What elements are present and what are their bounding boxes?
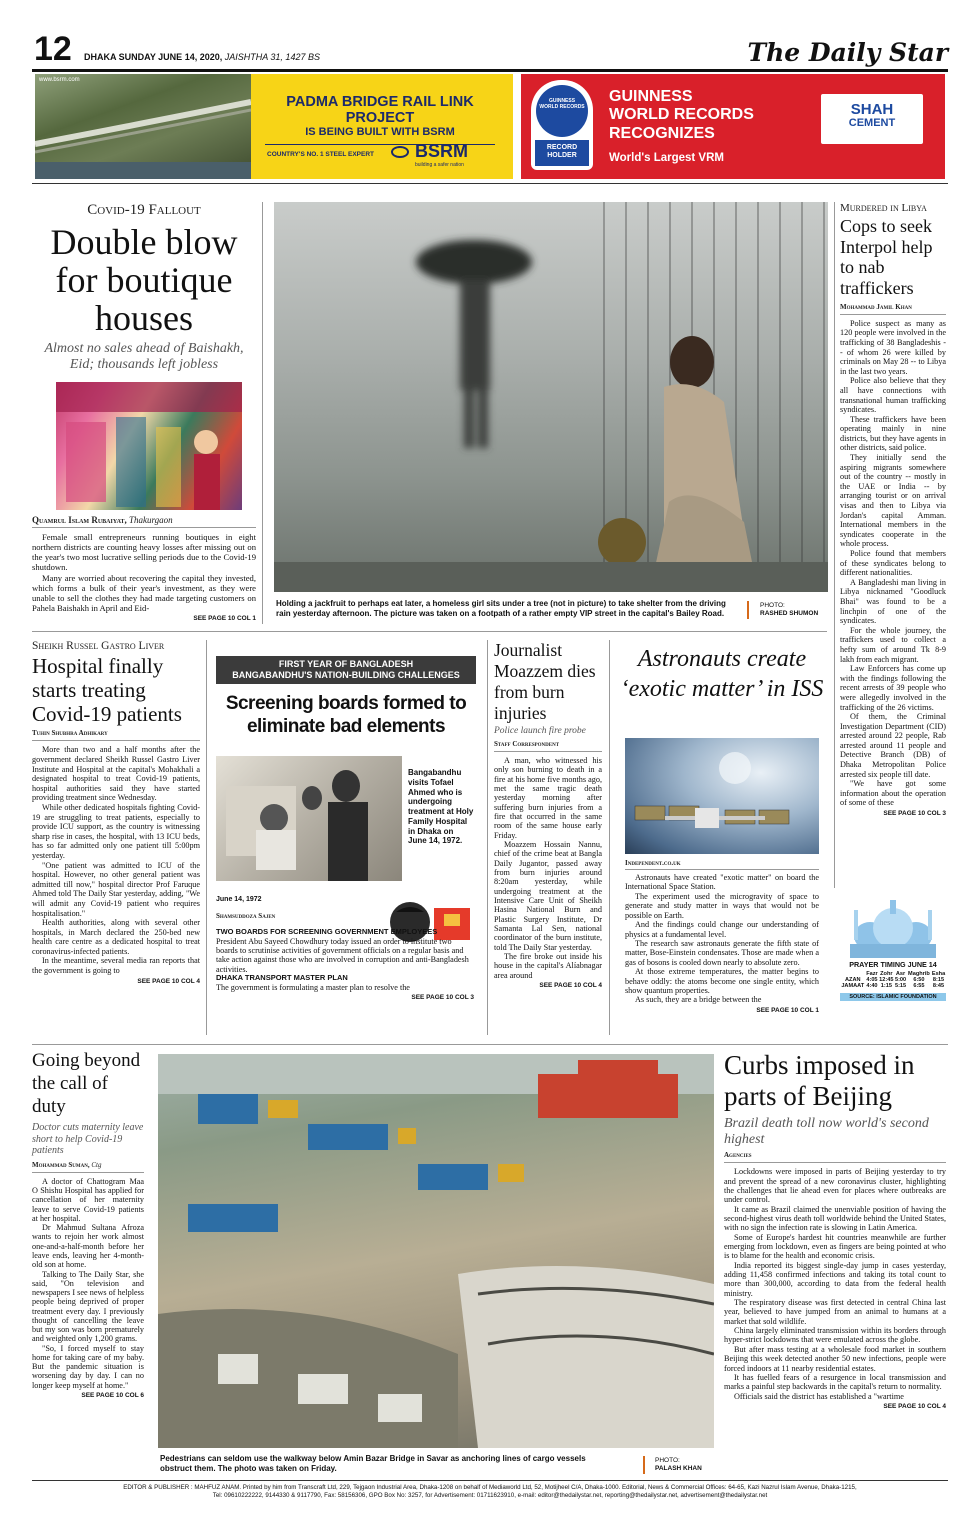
paragraph: A man, who witnessed his only son burning to death in a fire at his home five months ago, met the same tragic death yesterday morning after suffering burn injuries from a fire that occurred in the same room of the same house early Friday. — [494, 755, 603, 840]
shah-cement-logo: SHAH CEMENT — [819, 92, 925, 146]
prayer-cell: 8:15 — [932, 977, 945, 983]
rail-bridge-icon — [35, 74, 251, 179]
paragraph: The research saw astronauts generate the fifth state of matter, Bose-Einstein condensates. Those are made when a gas of bosons is cooled down nearly to absolute zero. — [625, 938, 819, 967]
bsrm-url: www.bsrm.com — [39, 77, 80, 83]
see-page-link[interactable]: SEE PAGE 10 COL 4 — [539, 982, 602, 990]
prayer-cell: 1:15 — [880, 983, 892, 989]
astronauts-body — [625, 873, 819, 1005]
paragraph: As such, they are a bridge between the — [635, 995, 762, 1005]
prayer-header: Zohr — [880, 971, 893, 977]
bsrm-logo-icon — [391, 146, 409, 158]
see-page-link[interactable]: SEE PAGE 10 COL 1 — [756, 1006, 819, 1014]
prayer-cell: 4:05 — [866, 977, 878, 983]
see-page-link[interactable]: SEE PAGE 10 COL 6 — [81, 1392, 144, 1399]
byline: Quamrul Islam Rubaiyat, Thakurgaon — [32, 515, 173, 525]
photo-caption: Bangabandhu visits Tofael Ahmed who is undergoing treatment at Holy Family Hospital in Dhaka on June 14, 1972. — [408, 768, 474, 846]
paragraph: "So, I forced myself to stay home for taking care of my baby. But the pandemic situation is worsening day by day. I can no longer keep myself at home." — [32, 1343, 144, 1390]
headline[interactable]: Astronauts create ‘exotic matter’ in ISS — [620, 646, 824, 702]
headline[interactable]: Screening boards formed to eliminate bad elements — [225, 692, 467, 738]
bangabandhu-text: TWO BOARDS FOR SCREENING GOVERNMENT EMPLOYEES President Abu Sayeed Chowdhury today issued an order to institute two boards to scrutinise activities of government officials on a regular basis and take action against those who are involved in corruption and anti-Bangladesh activities. DHAKA TRANSPORT MASTER PLAN The government is formulating a master plan to resolve the SEE PAGE 10 COL 3 — [216, 927, 474, 1002]
prayer-cell: 5:15 — [894, 983, 907, 989]
paragraph: India reported its biggest single-day jump in cases yesterday, adding 11,458 confirmed infections and taking its total count to more than 300,000, according to data from the federal health ministry. — [724, 1260, 946, 1298]
prayer-cell: 6:55 — [913, 983, 925, 989]
paragraph: Health authorities, along with several other hospitals, in March declared the 250-bed new health care centre as a dedicated hospital to treat coronavirus-infected patients. — [32, 918, 200, 956]
shah-cement-ad[interactable] — [521, 74, 945, 179]
story-astronauts — [620, 644, 824, 704]
paragraph: China largely eliminated transmission within its borders through hyper-strict lockdowns that were emulated across the globe. — [724, 1326, 946, 1345]
prayer-cell: 12:45 — [879, 977, 894, 983]
see-page-link[interactable]: SEE PAGE 10 COL 3 — [883, 810, 946, 818]
prayer-source: SOURCE: ISLAMIC FOUNDATION — [840, 993, 946, 1001]
paragraph: While other dedicated hospitals fighting Covid-19 are struggling to treat patients, especially to provide ICU support, as the country is witnessing sharp rise in cases, the hospital, with 13 ICU beds, has so far admitted only one patient till 5:00pm yesterday. — [32, 802, 200, 860]
iss-photo[interactable] — [625, 738, 819, 854]
beijing-body — [724, 1167, 946, 1401]
cargo-photo-caption: Pedestrians can seldom use the walkway below Amin Bazar Bridge in Savar as anchoring lines of cargo vessels obstruct them. The photo was taken on Friday. — [160, 1454, 586, 1474]
paragraph: For the whole journey, the traffickers used to collect a hefty sum of around Tk 8-9 lakh from each migrant. — [840, 625, 946, 664]
paragraph: More than two and a half months after the government declared Sheikh Russel Gastro Liver Institute and Hospital at the capital's Mohakhali a designated hospital to treat Covid-19 patients, hospital authorities said they have started providing treatment since Wednesday. — [32, 745, 200, 803]
story-beijing — [724, 1050, 946, 1410]
newspaper-logo: The Daily Star — [747, 38, 948, 67]
story-journalist — [494, 640, 602, 989]
boutique-body: Female small entrepreneurs running boutiques in eight northern districts are counting heavy losses after missing out on the year's two most lucrative selling periods due to the Covid-19 shutdown. Many are worried about recovering the capital they invested, which forms a bulk of their year's investment, as they were unable to sell the clothes they had made targeting customers on Pahela Baishakh in April and Eid- SEE PAGE 10 COL 1 — [32, 532, 256, 623]
prayer-cell: 4:40 — [866, 983, 878, 989]
masthead — [32, 30, 948, 70]
paragraph: Police found that members of these syndicates belong to different nationalities. — [840, 549, 946, 578]
paragraph: "One patient was admitted to ICU of the hospital. However, no other general patient was admitted till now," hospital director Prof Faruque Ahmed told The Daily Star yesterday, adding, "We will admit any Covid-19 patient who requires hospitalisation." — [32, 860, 200, 918]
prayer-title: PRAYER TIMING JUNE 14 — [849, 960, 937, 969]
byline: Independent.co.uk — [625, 859, 681, 867]
headline[interactable]: Journalist Moazzem dies from burn injuries — [494, 640, 596, 723]
deck: Almost no sales ahead of Baishakh, Eid; thousands left jobless — [44, 341, 244, 373]
main-photo[interactable] — [274, 202, 828, 592]
paragraph: At those extreme temperatures, the matter begins to behave oddly: the atoms become one single entity, which show quantum properties. — [625, 967, 819, 996]
bsrm-logo-sub: building a safer nation — [415, 162, 464, 168]
kicker: Sheikh Russel Gastro Liver — [32, 640, 165, 652]
bsrm-ad[interactable] — [251, 74, 513, 179]
paragraph: Law Enforcers has come up with the findings following the recent arrests of 39 people who were allegedly involved in the trafficking of the 26 victims. — [840, 664, 946, 712]
paragraph: In the meantime, several media ran reports that the government is going to — [32, 956, 200, 976]
prayer-header: Maghrib — [908, 971, 930, 977]
see-page-link[interactable]: SEE PAGE 10 COL 1 — [193, 615, 256, 623]
main-photo-caption: Holding a jackfruit to perhaps eat later, a homeless girl sits under a tree (not in picture) to take shelter from the driving rain yesterday afternoon. The picture was taken on a footpath of a rather empty VIP street in the capital's Bailey Road. — [276, 599, 726, 619]
paragraph: Some of Europe's hardest hit countries meanwhile are further emerging from lockdown, even as fingers are being pointed at who is to blame for the health and economic crisis. — [724, 1232, 946, 1261]
doctor-body — [32, 1177, 144, 1390]
bsrm-tagline: COUNTRY'S NO. 1 STEEL EXPERT — [267, 151, 375, 158]
byline: Mohammad Suman, Ctg — [32, 1160, 102, 1169]
see-page-link[interactable]: SEE PAGE 10 COL 4 — [883, 1402, 946, 1410]
prayer-cell: 6:50 — [913, 977, 925, 983]
guinness-subline: World's Largest VRM — [609, 152, 724, 164]
hospital-body — [32, 745, 200, 975]
headline[interactable]: Curbs imposed in parts of Beijing — [724, 1050, 915, 1112]
space-station-icon — [625, 738, 819, 854]
paragraph: "We have got some information about the operation of some of these — [840, 779, 946, 808]
story-boutique — [32, 202, 256, 374]
paragraph: The respiratory disease was first detected in central China last year, believed to have jumped from an animal to humans at a market that sold wildlife. — [724, 1298, 946, 1326]
journalist-body — [494, 756, 602, 980]
girl-figure — [598, 336, 754, 572]
prayer-header: Esha — [931, 971, 946, 977]
prayer-cell: AZAN — [844, 977, 861, 983]
paragraph: The fire broke out inside his house in the capital's Alíabnagar area around — [494, 952, 602, 980]
bsrm-logo: BSRM — [415, 141, 468, 161]
prayer-cell: JAMAAT — [841, 983, 865, 989]
paragraph: But after mass testing at a wholesale food market in southern Beijing this week detected another 50 new infections, people were forced indoors at 11 nearby residential estates. — [724, 1344, 946, 1373]
byline: Staff Correspondent — [494, 739, 560, 748]
paragraph: Astronauts have created "exotic matter" on board the International Space Station. — [625, 873, 819, 892]
paragraph: A Bangladeshi man living in Libya nicknamed "Goodluck Bhai" was found to be a linchpin of one of the syndicates. — [840, 577, 946, 626]
story-doctor — [32, 1050, 144, 1399]
mosque-icon — [840, 898, 946, 958]
main-photo-credit: PHOTO: RASHED SHUMON — [760, 602, 819, 617]
headline[interactable]: Double blow for boutique houses — [50, 222, 238, 338]
astronauts-text — [625, 873, 819, 1014]
deck: Brazil death toll now world's second highest — [724, 1116, 929, 1148]
headline[interactable]: Going beyond the call of duty — [32, 1050, 141, 1117]
paragraph: It came as Brazil claimed the unenviable position of having the second-highest virus death toll worldwide behind the United States, with no sign the infection rate is slowing in Latin America. — [724, 1204, 946, 1233]
headline[interactable]: Hospital finally starts treating Covid-19 patients — [32, 654, 182, 727]
guinness-text: GUINNESS WORLD RECORDS RECOGNIZES — [609, 88, 754, 142]
series-banner: FIRST YEAR OF BANGLADESH BANGABANDHU'S NATION-BUILDING CHALLENGES — [216, 656, 476, 684]
bsrm-headline: PADMA BRIDGE RAIL LINK PROJECT IS BEING BUILT WITH BSRM — [286, 94, 474, 138]
paragraph: They initially send the aspiring migrants somewhere out of the country -- mostly in the UAE or India -- by arranging tourist or on arrival visas and then to Libya via Jordan's capital Amman. International members in the syndicates cooperate in the whole process. — [840, 453, 946, 549]
page-number: 12 — [34, 30, 72, 68]
paragraph: Officials said the district has established a "wartime — [734, 1391, 904, 1401]
paragraph: And the findings could change our understanding of physics at a fundamental level. — [625, 920, 819, 939]
date: June 14, 1972 — [216, 896, 262, 903]
paragraph: Talking to The Daily Star, she said, "On television and newspapers I see news of helpless people being deprived of proper treatment every day. I previously thought of cancelling the leave but my son was born prematurely and weighted only 1,200 grams. — [32, 1269, 144, 1344]
byline: Mohammad Jamil Khan — [840, 302, 912, 311]
bangabandhu-box — [216, 656, 476, 1026]
paragraph: Police suspect as many as 120 people were involved in the trafficking of 38 Bangladeshis -- of whom 26 were killed by criminals on May 28 -- to Libya in the last two years. — [840, 318, 946, 376]
paragraph: Lockdowns were imposed in parts of Beijing yesterday to try and prevent the spread of a new coronavirus cluster, highlighting the challenges that lie ahead even for places where outbreaks are under control. — [724, 1167, 946, 1205]
kicker: Murdered in Libya — [840, 202, 927, 214]
deck: Doctor cuts maternity leave short to help Covid-19 patients — [32, 1122, 144, 1157]
headline[interactable]: Cops to seek Interpol help to nab traffickers — [840, 216, 933, 299]
bangabandhu-photo[interactable] — [216, 756, 402, 881]
prayer-header: Asr — [895, 971, 906, 977]
prayer-table — [840, 971, 946, 989]
cargo-photo-credit: PHOTO: PALASH KHAN — [655, 1457, 702, 1472]
paragraph: These traffickers have been operating mainly in nine districts, but they have agents in other districts, said police. — [840, 414, 946, 453]
paragraph: Dr Mahmud Sultana Afroza wants to rejoin her work almost one-and-a-half-month before her leave ends, leaving her 4-month-old son at home. — [32, 1223, 144, 1270]
paragraph: Police also believe that they all have connections with transnational human trafficking syndicates. — [840, 376, 946, 415]
paragraph: A doctor of Chattogram Maa O Shishu Hospital has applied for cancellation of her maternity leave to serve Covid-19 patients at her hospital. — [32, 1176, 144, 1223]
paragraph: Of them, the Criminal Investigation Department (CID) arrested around 22 people, Rab arrested around 11 people and Detective Branch (DB) of Dhaka Metropolitan Police arrested six people till date. — [840, 712, 946, 779]
ad-strip — [35, 74, 945, 179]
dateline: DHAKA SUNDAY JUNE 14, 2020, JAISHTHA 31, 1427 BS — [84, 52, 320, 62]
story-hospital — [32, 640, 200, 985]
see-page-link[interactable]: SEE PAGE 10 COL 4 — [137, 977, 200, 985]
deck: Police launch fire probe — [494, 726, 586, 736]
paragraph: It has fuelled fears of a resurgence in local transmission and marks a painful step backwards in the capital's return to normality. — [724, 1372, 946, 1392]
libya-body — [840, 319, 946, 808]
byline: Shamsuddoza Sajen — [216, 912, 276, 920]
prayer-timing — [840, 960, 946, 1001]
guinness-seal-icon: GUINNESS WORLD RECORDS RECORD HOLDER — [531, 80, 593, 170]
prayer-cell: 8:45 — [932, 983, 945, 989]
story-libya — [840, 202, 946, 817]
bsrm-rail-image[interactable] — [35, 74, 251, 179]
kicker: Covid-19 Fallout — [87, 202, 201, 218]
prayer-header: Fazr — [866, 971, 878, 977]
prayer-cell: 5:00 — [894, 977, 907, 983]
cargo-vessels-photo[interactable] — [158, 1054, 714, 1448]
paragraph: Moazzem Hossain Nannu, chief of the crime beat at Bangla Daily Jugantor, passed away from burn injuries around 8:20am yesterday, while undergoing treatment at the Intensive Care Unit of Sheikh Hasina National Burn and Plastic Surgery Institute, Dr Samanta Lal Sen, national coordinator of the burn institute, told The Daily Star yesterday. — [494, 840, 602, 952]
footer-imprint: EDITOR & PUBLISHER : MAHFUZ ANAM. Printed by him from Transcraft Ltd, 229, Tejgaon Industrial Area, Dhaka-1208 on behalf of Mediaworld Ltd, 52, Motijheel C/A, Dhaka-1000. Editorial, News & Commercial Offices: 64-65, Kazi Nazrul Islam Avenue, Dhaka-1215, Tel: 09610222222, 9144330 & 9117790, Fax: 58156306, GPO Box No: 3257, for Advertisement: 01711623910, e-mail: editor@thedailystar.net, reporting@thedailystar.net, advertisement@thedailystar.net — [123, 1484, 857, 1500]
see-page-link[interactable]: SEE PAGE 10 COL 3 — [411, 994, 474, 1002]
byline: Tuhin Shubhra Adhikary — [32, 729, 108, 738]
prayer-graphic — [840, 898, 946, 956]
byline: Agencies — [724, 1151, 752, 1160]
paragraph: The experiment used the microgravity of space to generate and study matter in ways that would not be possible on Earth. — [625, 891, 819, 920]
boutique-photo[interactable] — [56, 382, 242, 510]
